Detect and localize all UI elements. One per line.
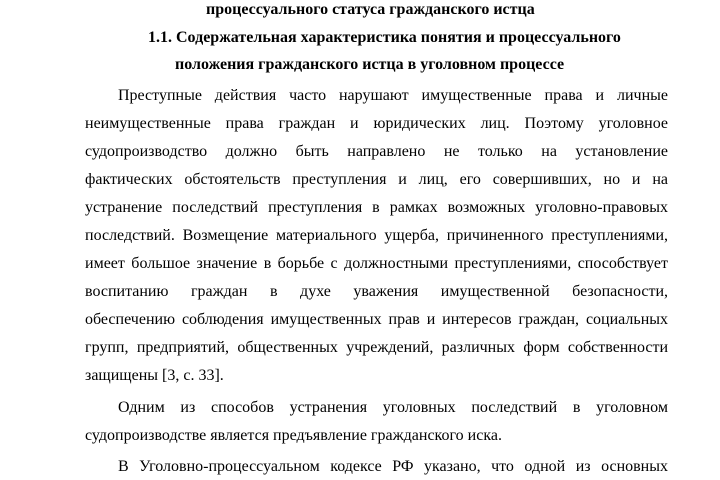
paragraph-1-line-11: защищены [3, с. 33]. <box>85 367 224 384</box>
paragraph-1-line-6: последствий. Возмещение материального ущерба, причиненного преступлениями, <box>85 227 668 244</box>
paragraph-1-line-10: групп, предприятий, общественных учреждений, различных форм собственности <box>85 339 668 356</box>
section-heading-line-2: положения гражданского истца в уголовном процессе <box>175 56 565 73</box>
paragraph-1-line-9: обеспечению соблюдения имущественных прав и интересов граждан, социальных <box>85 311 668 328</box>
paragraph-1-line-5: устранение последствий преступления в рамках возможных уголовно-правовых <box>85 199 668 216</box>
paragraph-3-line-1: В Уголовно-процессуальном кодексе РФ указано, что одной из основных <box>118 458 668 475</box>
paragraph-2-line-2: судопроизводстве является предъявление гражданского иска. <box>85 427 502 444</box>
chapter-title-line: процессуального статуса гражданского истца <box>206 1 535 18</box>
paragraph-1-line-4: фактических обстоятельств преступления и лиц, его совершивших, но и на <box>85 171 668 188</box>
section-heading-line-1: 1.1. Содержательная характеристика понятия и процессуального <box>148 29 621 46</box>
paragraph-1-line-2: неимущественные права граждан и юридических лиц. Поэтому уголовное <box>85 115 668 132</box>
paragraph-1-line-3: судопроизводство должно быть направлено не только на установление <box>85 143 668 160</box>
paragraph-2-line-1: Одним из способов устранения уголовных последствий в уголовном <box>118 399 668 416</box>
paragraph-1-line-1: Преступные действия часто нарушают имущественные права и личные <box>118 87 668 104</box>
paragraph-1-line-8: воспитанию граждан в духе уважения имущественной безопасности, <box>85 283 668 300</box>
paragraph-1-line-7: имеет большое значение в борьбе с должностными преступлениями, способствует <box>85 255 668 272</box>
